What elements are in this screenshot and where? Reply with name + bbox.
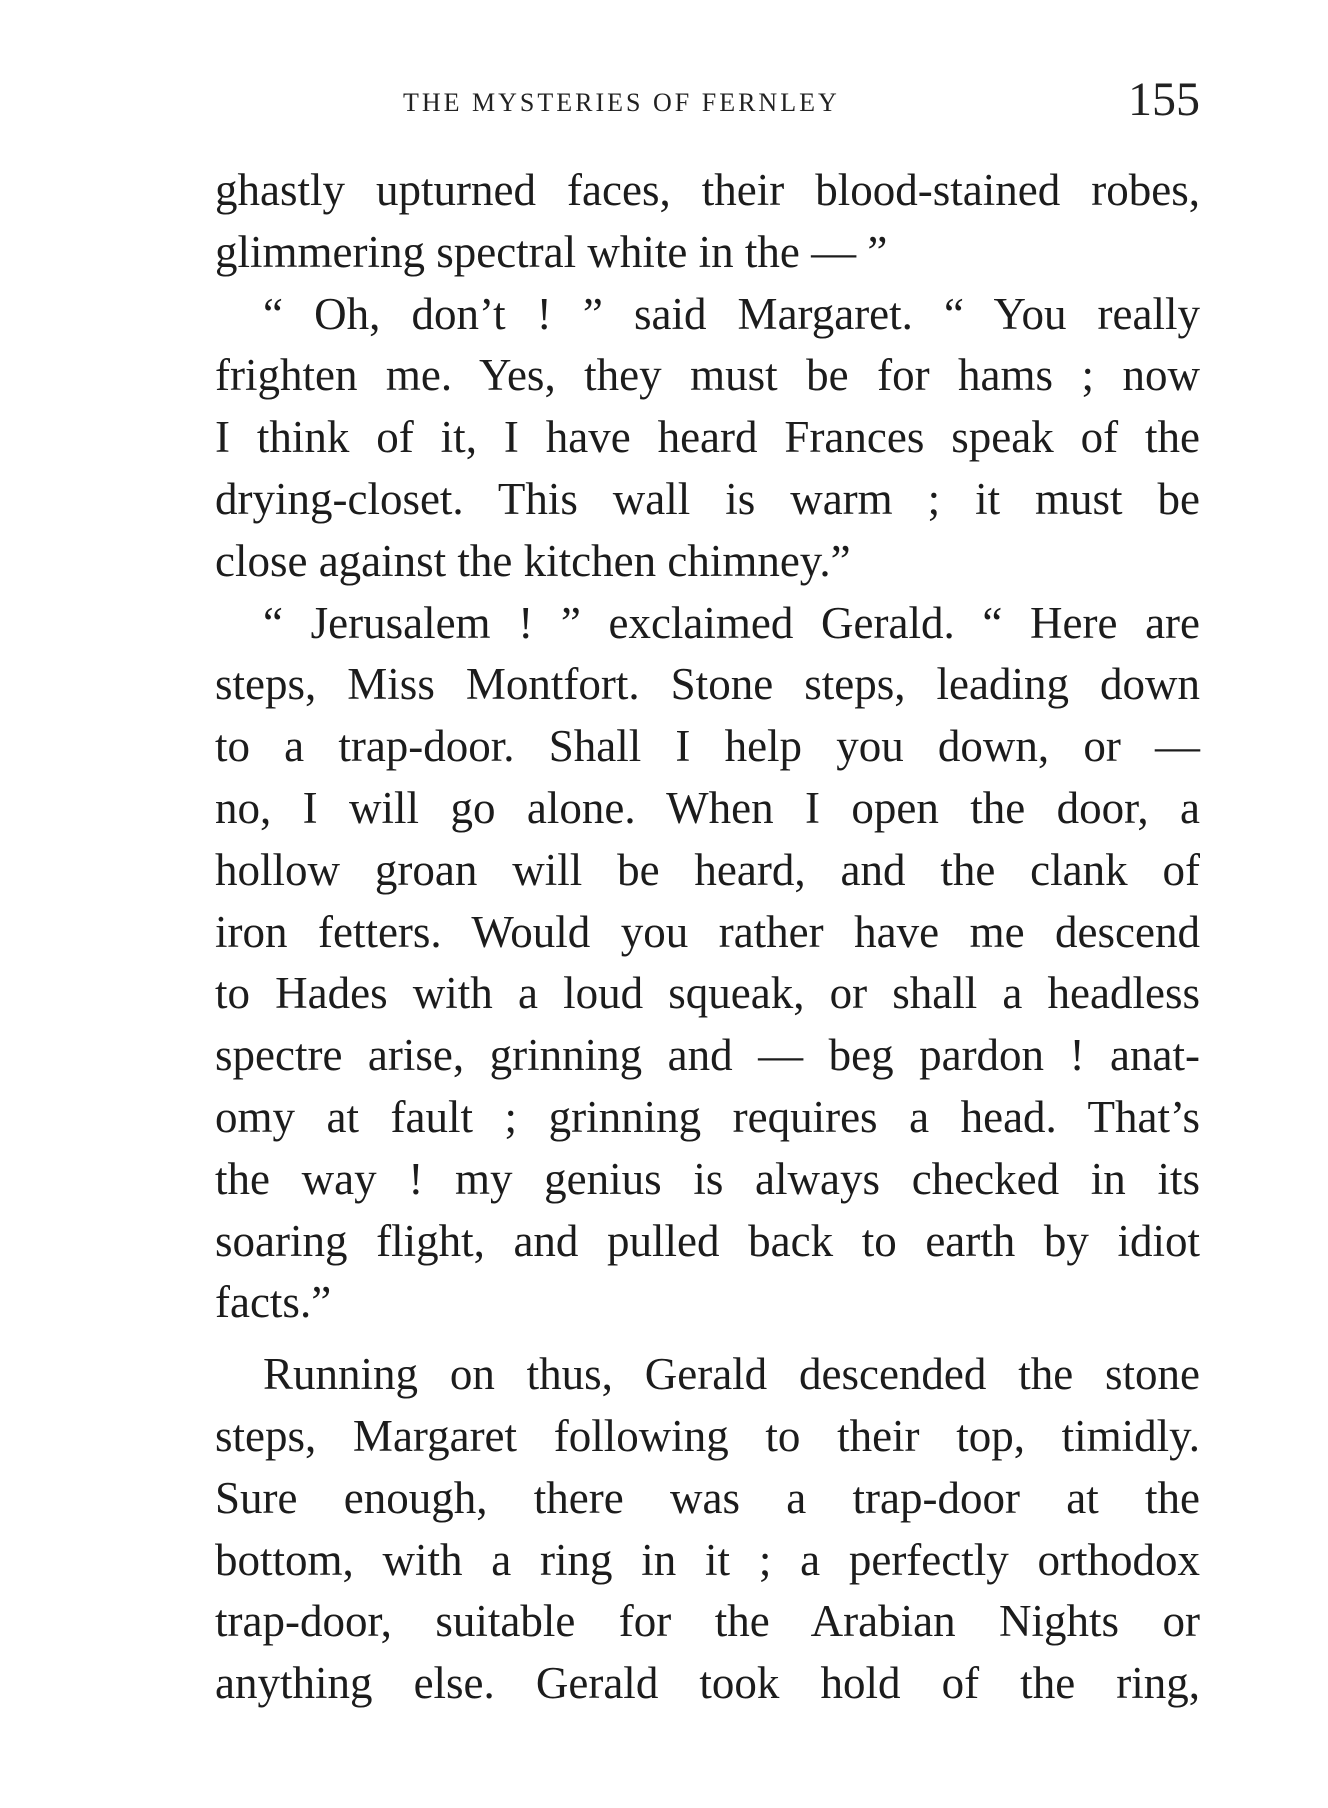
text-line: soaring flight, and pulled back to earth by idiot xyxy=(215,1215,1200,1266)
text-line: I think of it, I have heard Frances speak of the xyxy=(215,412,1200,463)
text-line: the way ! my genius is always checked in its xyxy=(215,1153,1200,1204)
page-number: 155 xyxy=(1128,73,1200,126)
text-line: iron fetters. Would you rather have me descend xyxy=(215,906,1200,957)
text-line: hollow groan will be heard, and the clank of xyxy=(215,844,1200,895)
text-line: frighten me. Yes, they must be for hams ; now xyxy=(215,350,1200,401)
text-line: facts.” xyxy=(215,1277,332,1328)
paragraph xyxy=(215,284,1200,593)
paragraph xyxy=(215,593,1200,1335)
text-line: Sure enough, there was a trap-door at the xyxy=(215,1472,1200,1523)
text-line: “ Oh, don’t ! ” said Margaret. “ You really xyxy=(263,288,1200,339)
body-text xyxy=(215,160,1200,1715)
text-line: “ Jerusalem ! ” exclaimed Gerald. “ Here are xyxy=(263,597,1200,648)
text-line: spectre arise, grinning and — beg pardon ! anat- xyxy=(215,1030,1200,1081)
text-line: no, I will go alone. When I open the door, a xyxy=(215,782,1200,833)
text-line: to Hades with a loud squeak, or shall a headless xyxy=(215,968,1200,1019)
text-line: trap-door, suitable for the Arabian Nights or xyxy=(215,1596,1200,1647)
paragraph xyxy=(215,160,1200,284)
text-line: close against the kitchen chimney.” xyxy=(215,535,851,586)
text-line: to a trap-door. Shall I help you down, or — xyxy=(215,721,1200,772)
text-line: bottom, with a ring in it ; a perfectly orthodox xyxy=(215,1534,1200,1585)
text-line: ghastly upturned faces, their blood-stained robes, xyxy=(215,165,1200,215)
text-line: glimmering spectral white in the — ” xyxy=(215,226,888,277)
paragraph xyxy=(215,1344,1200,1715)
text-line: steps, Miss Montfort. Stone steps, leading down xyxy=(215,659,1200,710)
text-line: Running on thus, Gerald descended the stone xyxy=(263,1349,1200,1400)
text-line: drying-closet. This wall is warm ; it must be xyxy=(215,473,1200,524)
text-line: steps, Margaret following to their top, timidly. xyxy=(215,1410,1200,1461)
text-line: omy at fault ; grinning requires a head. That’s xyxy=(215,1091,1200,1142)
paragraph-gap xyxy=(215,1334,1200,1344)
running-title: THE MYSTERIES OF FERNLEY xyxy=(403,88,840,117)
running-head xyxy=(215,72,1200,132)
text-line: anything else. Gerald took hold of the ring, xyxy=(215,1658,1200,1709)
